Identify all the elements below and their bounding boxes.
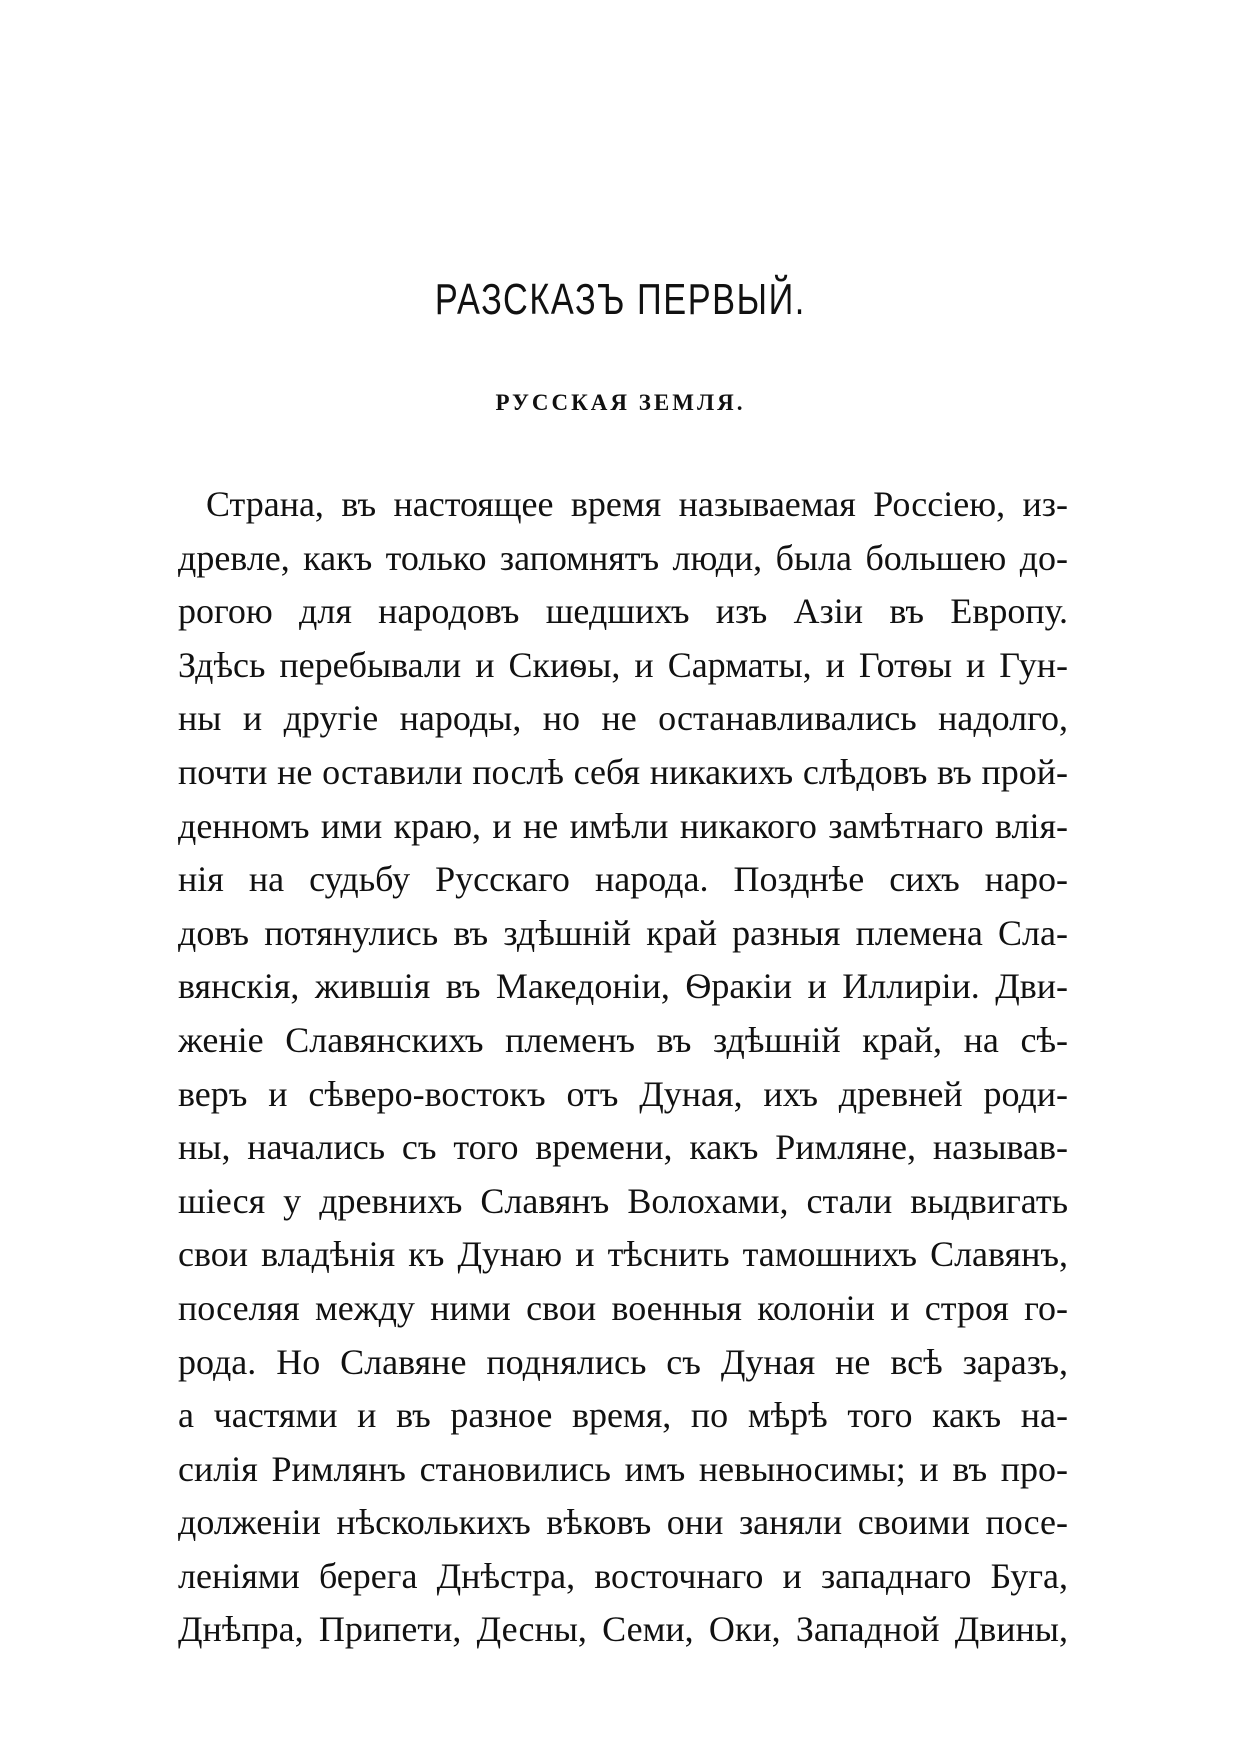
chapter-title: РАЗСКАЗЪ ПЕРВЫЙ. [434,275,806,324]
text-line: долженіи нѣсколькихъ вѣковъ они заняли своими посе- [178,1502,1068,1543]
text-line: довъ потянулись въ здѣшній край разныя племена Сла- [178,912,1068,953]
text-line: Здѣсь перебывали и Скиѳы, и Сарматы, и Готѳы и Гун- [178,644,1068,685]
text-line: леніями берега Днѣстра, восточнаго и западнаго Буга, [178,1555,1068,1596]
section-title: РУССКАЯ ЗЕМЛЯ. [495,390,746,415]
text-line: силія Римлянъ становились имъ невыносимы; и въ про- [178,1448,1068,1489]
text-line: денномъ ими краю, и не имѣли никакого замѣтнаго влія- [178,805,1068,846]
text-line: рогою для народовъ шедшихъ изъ Азіи въ Европу. [178,591,1068,632]
text-line: рода. Но Славяне поднялись съ Дуная не всѣ заразъ, [178,1341,1068,1382]
text-line: почти не оставили послѣ себя никакихъ слѣдовъ въ прой- [178,751,1068,792]
text-line: Днѣпра, Припети, Десны, Семи, Оки, Западной Двины, [178,1609,1068,1650]
text-line: свои владѣнія къ Дунаю и тѣснить тамошнихъ Славянъ, [178,1234,1068,1275]
text-line: поселяя между ними свои военныя колоніи и строя го- [178,1287,1068,1328]
text-line: веръ и сѣверо-востокъ отъ Дуная, ихъ древней роди- [178,1073,1068,1114]
text-line: Страна, въ настоящее время называемая Россіею, из- [206,484,1068,524]
body-text [178,478,1068,1657]
text-line: древле, какъ только запомнятъ люди, была большею до- [178,537,1068,578]
text-line: нія на судьбу Русскаго народа. Позднѣе сихъ наро- [178,859,1068,900]
text-line: ны, начались съ того времени, какъ Римляне, называв- [178,1127,1068,1168]
text-line: женіе Славянскихъ племенъ въ здѣшній край, на сѣ- [178,1019,1068,1060]
text-line: шіеся у древнихъ Славянъ Волохами, стали выдвигать [178,1180,1068,1221]
text-line: а частями и въ разное время, по мѣрѣ того какъ на- [178,1395,1068,1436]
text-line: вянскія, жившія въ Македоніи, Ѳракіи и Иллиріи. Дви- [178,966,1068,1007]
text-line: ны и другіе народы, но не останавливались надолго, [178,698,1068,739]
